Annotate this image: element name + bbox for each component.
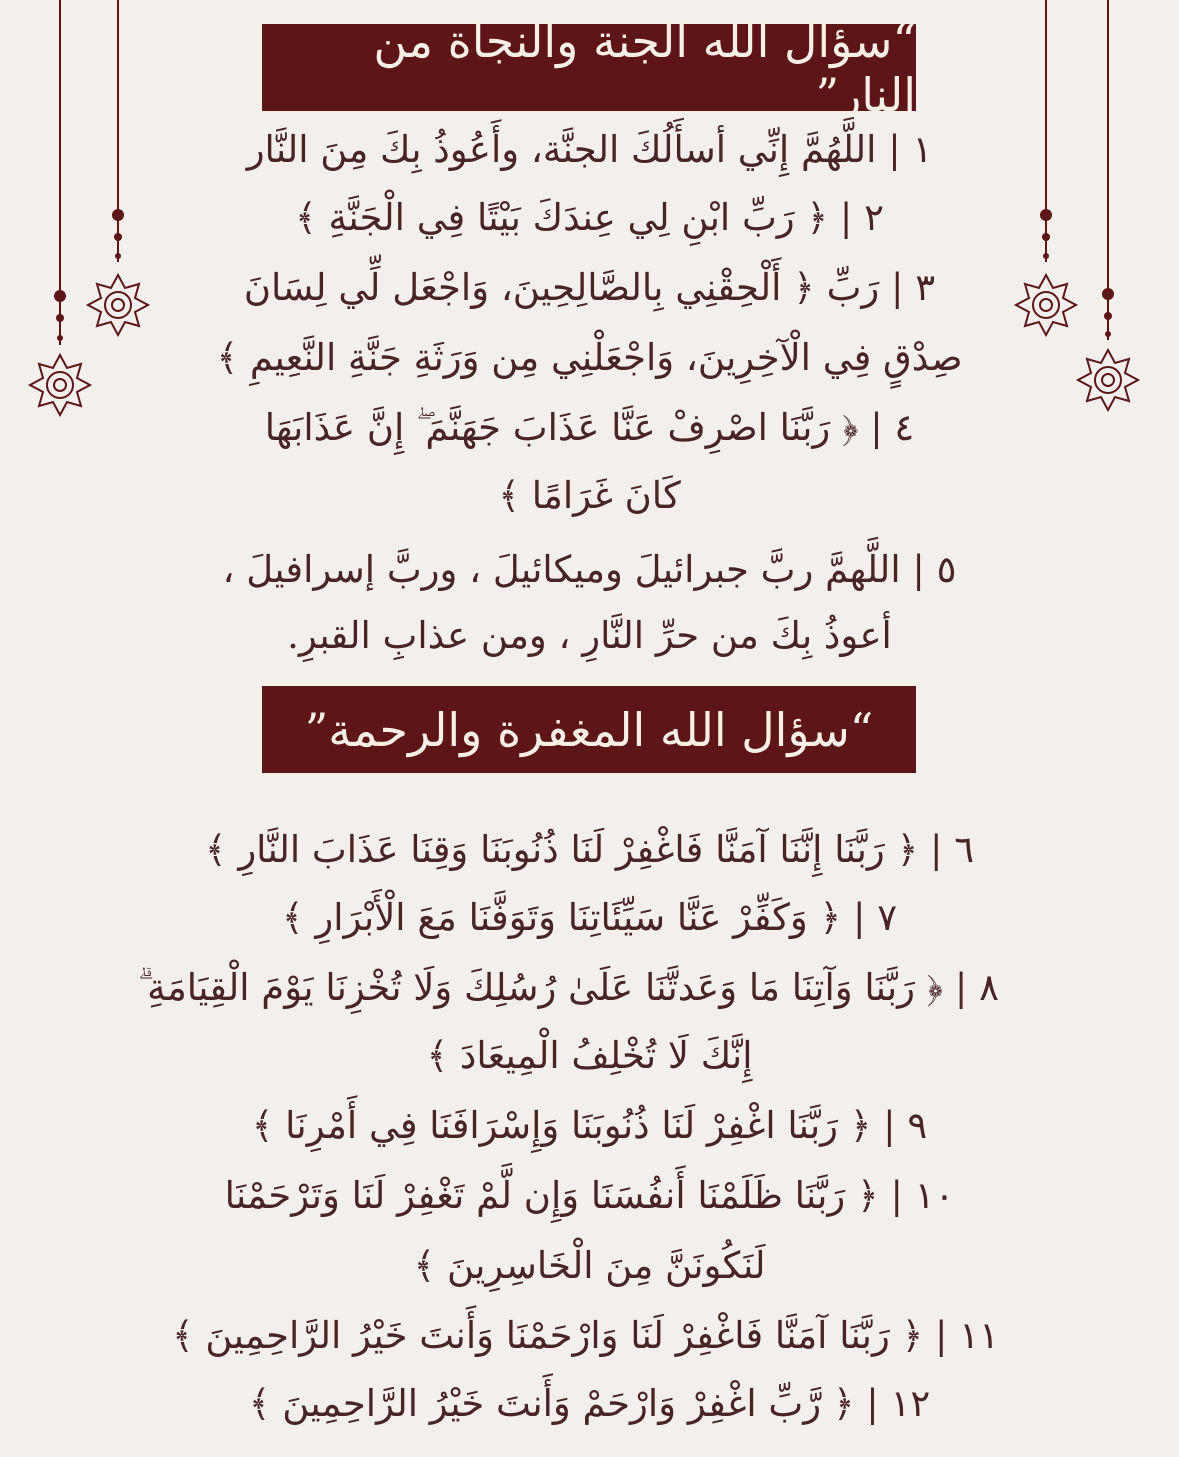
- dua-line-8: ٨ | ﴿ رَبَّنَا وَآتِنَا مَا وَعَدتَّنَا عَلَىٰ رُسُلِكَ وَلَا تُخْزِنَا يَوْمَ الْقِيَامَةِ ۗ: [137, 966, 999, 1009]
- section-title-paradise: “سؤال الله الجنة والنجاة من النار”: [262, 24, 916, 111]
- dua-line-10: ١٠ | ﴿ رَبَّنَا ظَلَمْنَا أَنفُسَنَا وَإِن لَّمْ تَغْفِرْ لَنَا وَتَرْحَمْنَا: [224, 1174, 955, 1217]
- hanging-ornament-right-outer: [1068, 0, 1148, 420]
- dua-line-8-cont: إِنَّكَ لَا تُخْلِفُ الْمِيعَادَ ﴾: [426, 1034, 753, 1077]
- dua-line-1: ١ | اللَّهُمَّ إِنِّي أسأَلُكَ الجنَّة، وأَعُوذُ بِكَ مِنَ النَّار: [246, 128, 933, 171]
- dua-line-2: ٢ | ﴿ رَبِّ ابْنِ لِي عِندَكَ بَيْتًا فِي الْجَنَّةِ ﴾: [295, 196, 884, 239]
- dua-line-11: ١١ | ﴿ رَبَّنَا آمَنَّا فَاغْفِرْ لَنَا وَارْحَمْنَا وَأَنتَ خَيْرُ الرَّاحِمِينَ ﴾: [171, 1314, 999, 1357]
- dua-line-12: ١٢ | ﴿ رَّبِّ اغْفِرْ وَارْحَمْ وَأَنتَ خَيْرُ الرَّاحِمِينَ ﴾: [248, 1382, 931, 1425]
- dua-line-5-cont: أعوذُ بِكَ من حرِّ النَّارِ ، ومن عذابِ القبرِ.: [287, 614, 892, 657]
- dua-line-9: ٩ | ﴿ رَبَّنَا اغْفِرْ لَنَا ذُنُوبَنَا وَإِسْرَافَنَا فِي أَمْرِنَا ﴾: [251, 1104, 928, 1147]
- dua-line-7: ٧ | ﴿ وَكَفِّرْ عَنَّا سَيِّئَاتِنَا وَتَوَفَّنَا مَعَ الْأَبْرَارِ ﴾: [281, 896, 898, 939]
- dua-line-6: ٦ | ﴿ رَبَّنَا إِنَّنَا آمَنَّا فَاغْفِرْ لَنَا ذُنُوبَنَا وَقِنَا عَذَابَ النَّارِ ﴾: [204, 828, 975, 871]
- dua-line-4: ٤ | ﴿ رَبَّنَا اصْرِفْ عَنَّا عَذَابَ جَهَنَّمَ ۖ إِنَّ عَذَابَهَا: [264, 406, 915, 449]
- dua-line-10-cont: لَنَكُونَنَّ مِنَ الْخَاسِرِينَ ﴾: [413, 1244, 766, 1287]
- section-title-forgiveness: “سؤال الله المغفرة والرحمة”: [262, 686, 916, 773]
- hanging-ornament-left-inner: [78, 0, 158, 340]
- dua-line-3: ٣ | رَبِّ ﴿ أَلْحِقْنِي بِالصَّالِحِينَ، وَاجْعَل لِّي لِسَانَ: [243, 266, 936, 309]
- dua-line-4-cont: كَانَ غَرَامًا ﴾: [498, 474, 681, 517]
- dua-line-5: ٥ | اللَّهمَّ ربَّ جبرائيلَ وميكائيلَ ، وربَّ إسرافيلَ ،: [222, 548, 957, 591]
- dua-line-3-cont: صِدْقٍ فِي الْآخِرِينَ، وَاجْعَلْنِي مِن وَرَثَةِ جَنَّةِ النَّعِيمِ ﴾: [216, 336, 963, 379]
